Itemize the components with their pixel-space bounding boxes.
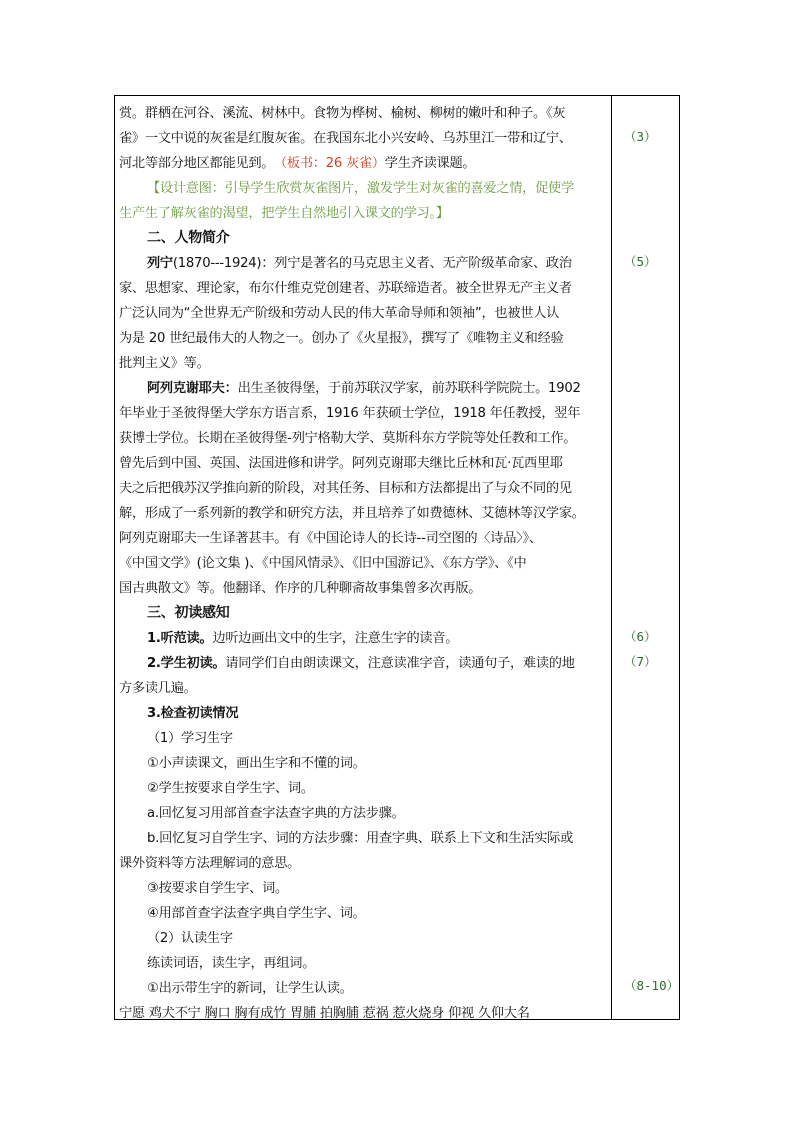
- text-line-lead: [147, 255, 572, 272]
- time-number: （3）: [624, 129, 657, 144]
- text-line: ①小声读课文，画出生字和不懂的词。: [147, 756, 366, 771]
- time-number: （7）: [624, 654, 657, 669]
- text-line: 雀》一文中说的灰雀是红腹灰雀。在我国东北小兴安岭、乌苏里江一带和辽宁、: [119, 131, 572, 146]
- text-segment: 请同学们自由朗读课文，注意读准字音，读通句子，难读的地: [225, 656, 575, 671]
- term-label: 列宁: [147, 256, 173, 271]
- time-number: （6）: [624, 629, 657, 644]
- section-heading: 二、人物简介: [147, 230, 230, 246]
- text-line: ④用部首查字法查字典自学生字、词。: [147, 906, 366, 921]
- text-line: 课外资料等方法理解词的意思。: [119, 856, 301, 871]
- text-line: ①出示带生字的新词，让学生认读。: [147, 981, 353, 996]
- text-line: 国古典散文》等。他翻译、作序的几种聊斋故事集曾多次再版。: [119, 581, 482, 596]
- text-line: 广泛认同为“全世界无产阶级和劳动人民的伟大革命导师和领袖”，也被世人认: [119, 306, 560, 321]
- text-line-board: [119, 155, 475, 172]
- text-line: 宁愿 鸡犬不宁 胸口 胸有成竹 胃脯 拍胸脯 惹祸 惹火烧身 仰视 久仰大名: [119, 1006, 530, 1021]
- text-line: 夫之后把俄苏汉学推向新的阶段，对其任务、目标和方法都提出了与众不同的见: [119, 481, 572, 496]
- text-line: 练读词语，读生字，再组词。: [147, 956, 316, 971]
- text-line: （2）认读生字: [147, 931, 233, 946]
- design-intent-line: 【设计意图：引导学生欣赏灰雀图片，激发学生对灰雀的喜爱之情，促使学: [147, 181, 574, 196]
- step-heading: 3.检查初读情况: [147, 706, 239, 721]
- step-label: 2.学生初读。: [147, 656, 226, 671]
- text-segment: 出生圣彼得堡，于前苏联汉学家，前苏联科学院院士。1902: [237, 381, 581, 396]
- column-divider: [611, 96, 612, 1019]
- board-note: （板书：26 灰雀）: [280, 156, 385, 171]
- text-line: 赏。群栖在河谷、溪流、树林中。食物为桦树、榆树、柳树的嫩叶和种子。《灰: [119, 106, 566, 121]
- text-line: 批判主义》等。: [119, 356, 210, 371]
- text-segment: 边听边画出文中的生字，注意生字的读音。: [212, 631, 459, 646]
- text-line: 年毕业于圣彼得堡大学东方语言系，1916 年获硕士学位，1918 年任教授，翌年: [119, 406, 581, 421]
- text-line: ③按要求自学生字、词。: [147, 881, 288, 896]
- text-line: a.回忆复习用部首查字法查字典的方法步骤。: [147, 806, 405, 821]
- text-line: 阿列克谢耶夫一生译著甚丰。有《中国论诗人的长诗--司空图的〈诗品〉》、: [119, 531, 542, 546]
- text-line-lead: [147, 655, 575, 672]
- section-heading: 三、初读感知: [147, 605, 230, 621]
- text-segment: (1870---1924)：列宁是著名的马克思主义者、无产阶级革命家、政治: [172, 256, 572, 271]
- time-number: （5）: [624, 254, 657, 269]
- design-intent-line: 生产生了解灰雀的渴望，把学生自然地引入课文的学习。】: [119, 206, 449, 221]
- term-label: 阿列克谢耶夫：: [147, 381, 238, 396]
- text-line: （1）学习生字: [147, 731, 233, 746]
- lesson-plan-table: [114, 95, 680, 1020]
- text-line: 家、思想家、理论家，布尔什维克党创建者、苏联缔造者。被全世界无产主义者: [119, 281, 572, 296]
- text-line: 曾先后到中国、英国、法国进修和讲学。阿列克谢耶夫继比丘林和瓦·瓦西里耶: [119, 456, 563, 471]
- text-line: 解，形成了一系列新的教学和研究方法，并且培养了如费德林、艾德林等汉学家。: [119, 506, 585, 521]
- text-line: 方多读几遍。: [119, 681, 197, 696]
- text-line: 《中国文学》(论文集 )、《中国风情录》、《旧中国游记》、《东方学》、《中: [119, 556, 527, 571]
- text-segment: 河北等部分地区都能见到。: [119, 156, 281, 171]
- time-number: （8-10）: [624, 978, 680, 993]
- text-line-lead: [147, 630, 458, 647]
- text-line: 获博士学位。长期在圣彼得堡-列宁格勒大学、莫斯科东方学院等处任教和工作。: [119, 431, 577, 446]
- text-line-lead: [147, 380, 581, 397]
- text-segment: 学生齐读课题。: [384, 156, 476, 171]
- step-label: 1.听范读。: [147, 631, 213, 646]
- text-line: ②学生按要求自学生字、词。: [147, 781, 314, 796]
- text-line: 为是 20 世纪最伟大的人物之一。创办了《火星报》，撰写了《唯物主义和经验: [119, 331, 564, 346]
- text-line: b.回忆复习自学生字、词的方法步骤：用查字典、联系上下文和生活实际或: [147, 831, 574, 846]
